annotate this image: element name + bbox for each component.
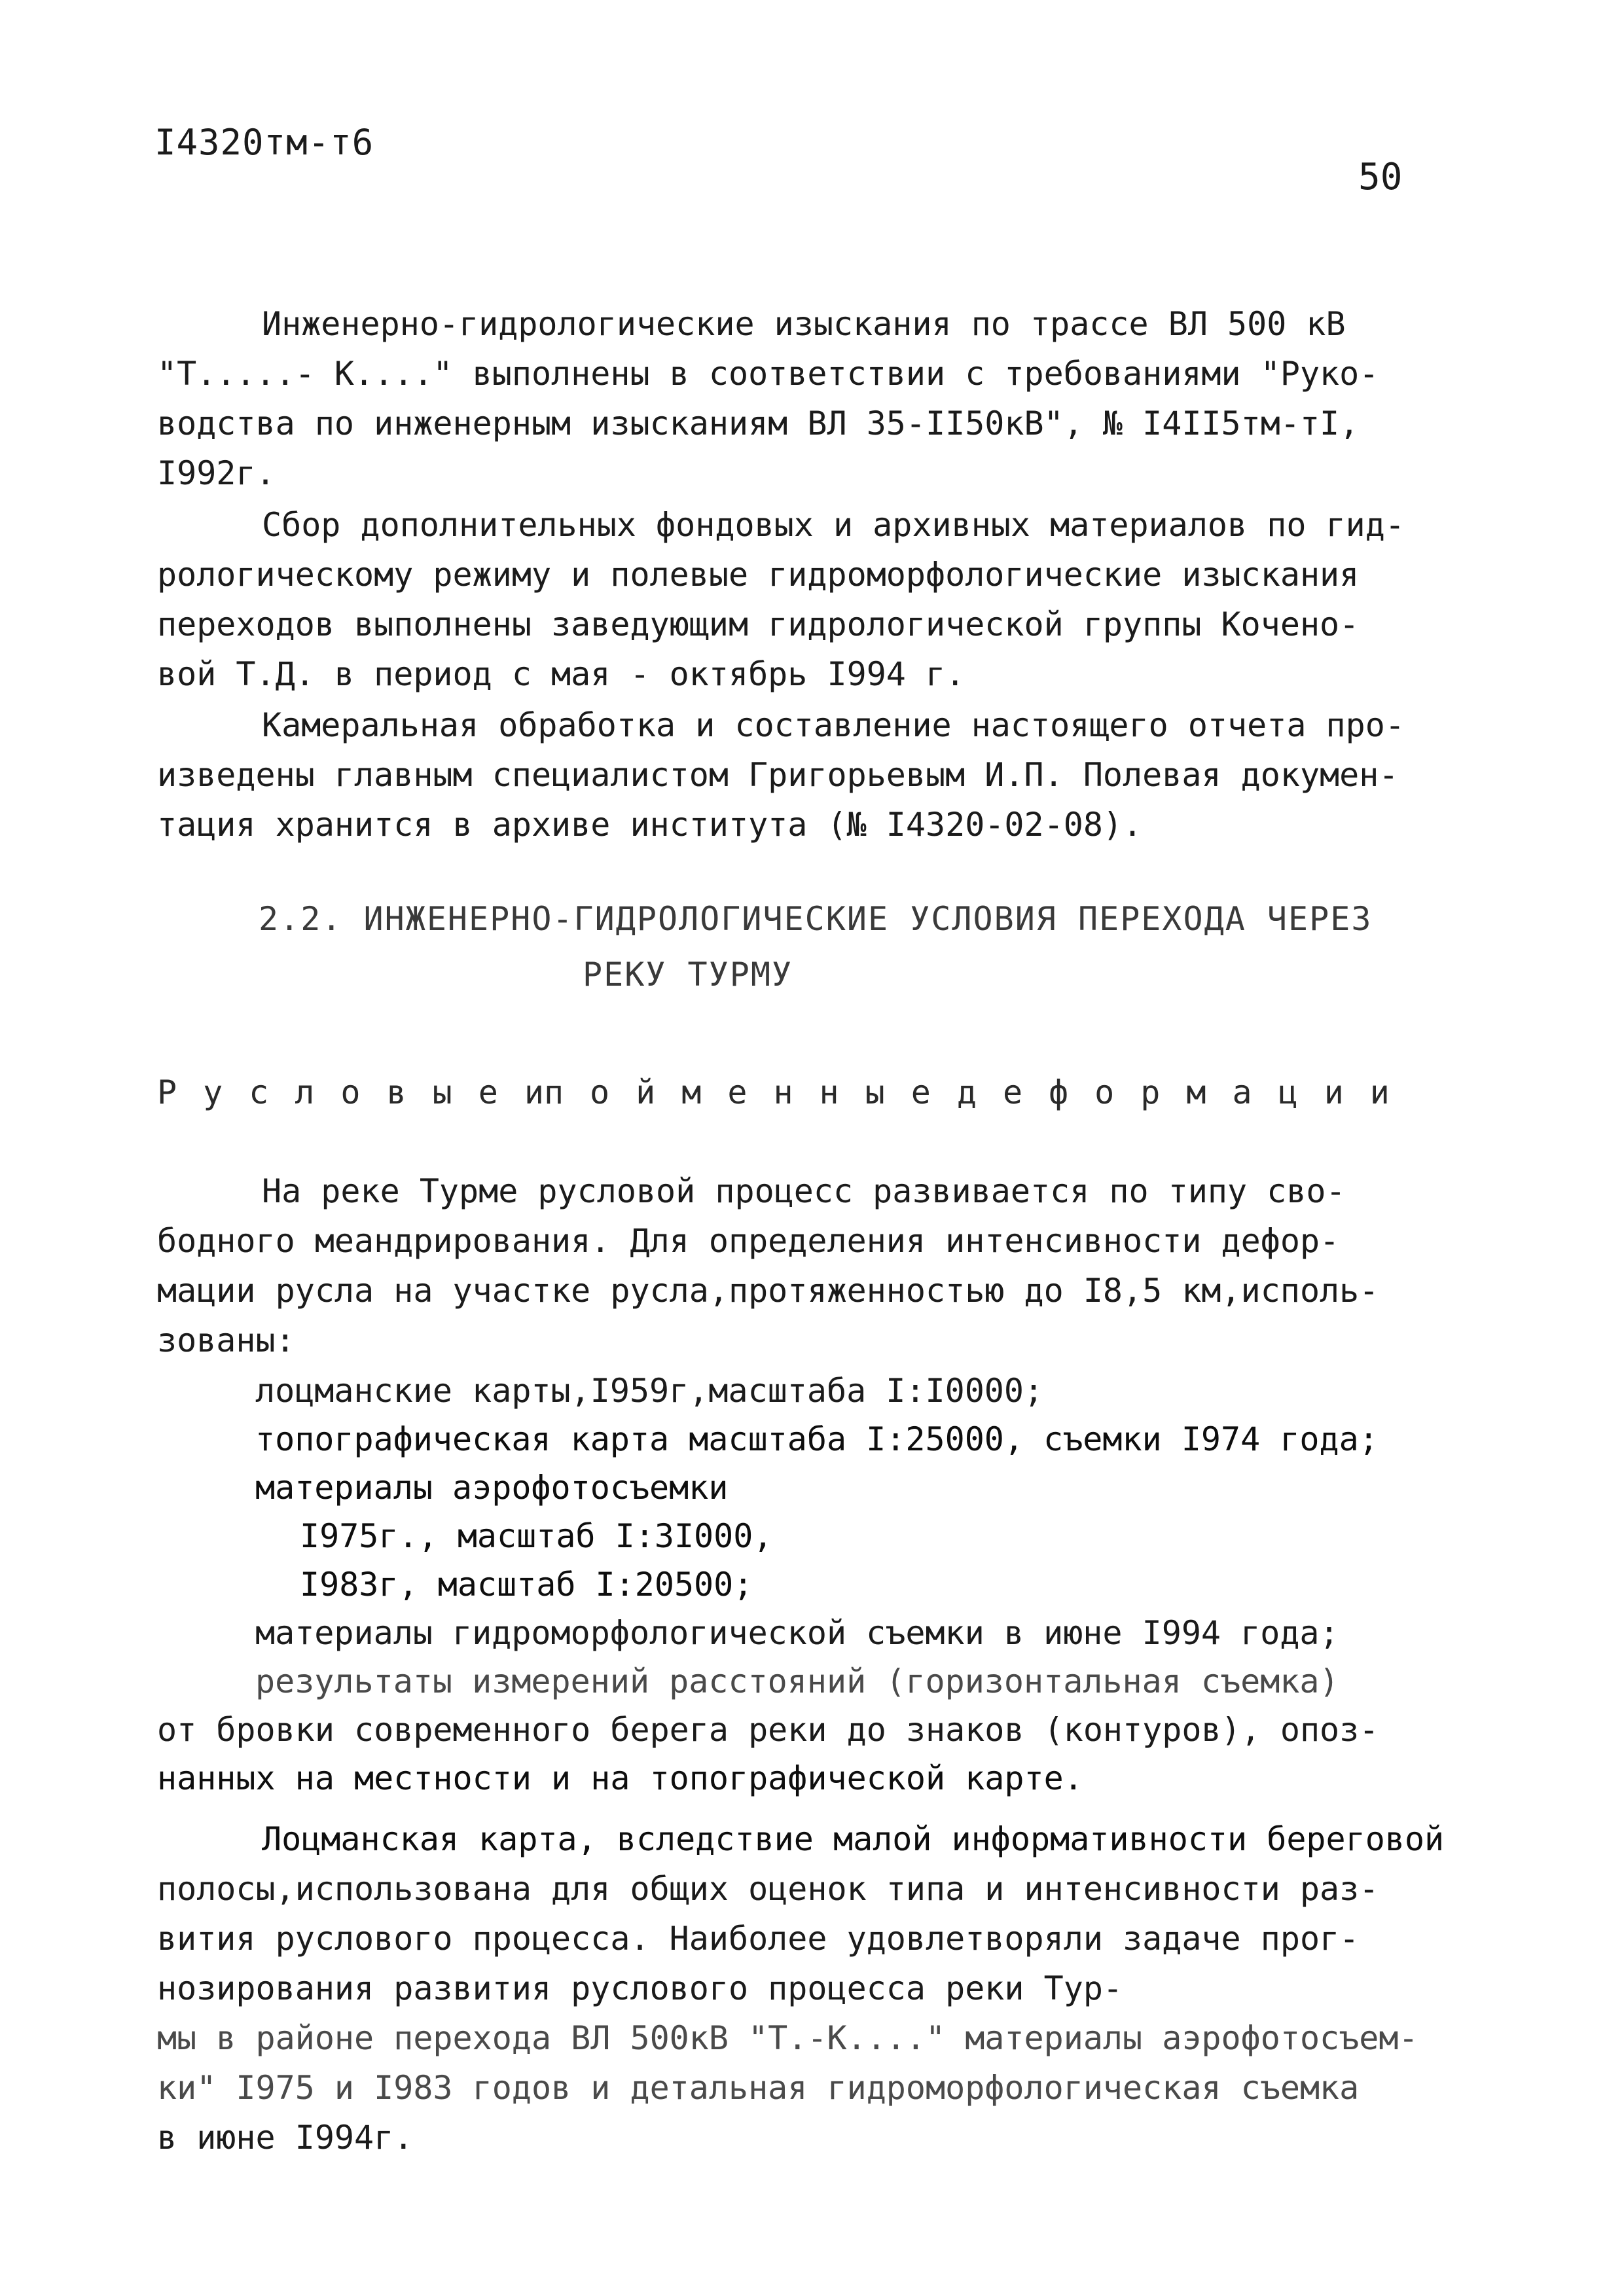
subheading-word: Русловые (157, 1073, 524, 1111)
text-line: рологическому режиму и полевые гидроморфологические изыскания (157, 556, 1360, 594)
text-line: зованы: (157, 1321, 295, 1359)
text-line: вития руслового процесса. Наиболее удовлетворяли задаче прог- (157, 1920, 1360, 1958)
subheading-word: пойменные (543, 1073, 957, 1111)
text-line: На реке Турме русловой процесс развивается по типу сво- (262, 1172, 1346, 1210)
text-line: бодного меандрирования. Для определения интенсивности дефор- (157, 1222, 1340, 1260)
subheading (157, 1073, 1414, 1111)
text-line: переходов выполнены заведующим гидрологической группы Коченo- (157, 605, 1360, 643)
page-number: 50 (1358, 156, 1403, 198)
text-line: нанных на местности и на топографической карте. (157, 1759, 1083, 1797)
section-title-line-2: РЕКУ ТУРМУ (583, 956, 793, 994)
text-line: "Т.....- К...." выполнены в соответствии с требованиями "Руко- (157, 355, 1379, 393)
list-item: I983г, масштаб I:20500; (300, 1566, 753, 1604)
list-item: материалы аэрофотосъемки (255, 1469, 729, 1507)
list-item: лоцманские карты,I959г,масштаба I:I0000; (255, 1372, 1044, 1410)
text-line: Сбор дополнительных фондовых и архивных материалов по гид- (262, 506, 1405, 544)
list-item: I975г., масштаб I:3I000, (300, 1517, 773, 1555)
text-line: от бровки современного берега реки до знаков (контуров), опоз- (157, 1711, 1379, 1749)
text-line: нозирования развития руслового процесса реки Тур- (157, 1969, 1123, 2007)
text-line: вой Т.Д. в период с мая - октябрь I994 г. (157, 655, 965, 693)
list-item: топографическая карта масштаба I:25000, съемки I974 года; (255, 1420, 1379, 1458)
list-item: материалы гидроморфологической съемки в июне I994 года; (255, 1614, 1339, 1652)
text-line: ки" I975 и I983 годов и детальная гидроморфологическая съемка (157, 2069, 1360, 2107)
text-line: тация хранится в архиве института (№ I4320-02-08). (157, 806, 1143, 844)
subheading-word: и (524, 1073, 544, 1111)
text-line: в июне I994г. (157, 2119, 414, 2157)
text-line: Инженерно-гидрологические изыскания по трассе ВЛ 500 кВ (262, 305, 1346, 343)
text-line: изведены главным специалистом Григорьевым И.П. Полевая докумен- (157, 756, 1399, 794)
document-code: I4320тм-т6 (154, 122, 374, 163)
subheading-word: деформации (956, 1073, 1416, 1111)
text-line: Лоцманская карта, вследствие малой информативности береговой (262, 1820, 1445, 1858)
text-line: I992г. (157, 454, 276, 492)
text-line: полосы,использована для общих оценок типа и интенсивности раз- (157, 1870, 1379, 1908)
text-line: мации русла на участке русла,протяженностью до I8,5 км,исполь- (157, 1272, 1379, 1310)
text-line: Камеральная обработка и составление настоящего отчета про- (262, 706, 1405, 744)
text-line: мы в районе перехода ВЛ 500кВ "Т.-К...." материалы аэрофотосъем- (157, 2019, 1418, 2057)
text-line: водства по инженерным изысканиям ВЛ 35-II50кВ", № I4II5тм-тI, (157, 404, 1360, 442)
section-title-line-1: 2.2. ИНЖЕНЕРНО-ГИДРОЛОГИЧЕСКИЕ УСЛОВИЯ ПЕРЕХОДА ЧЕРЕЗ (259, 900, 1373, 938)
list-item: результаты измерений расстояний (горизонтальная съемка) (255, 1662, 1339, 1700)
